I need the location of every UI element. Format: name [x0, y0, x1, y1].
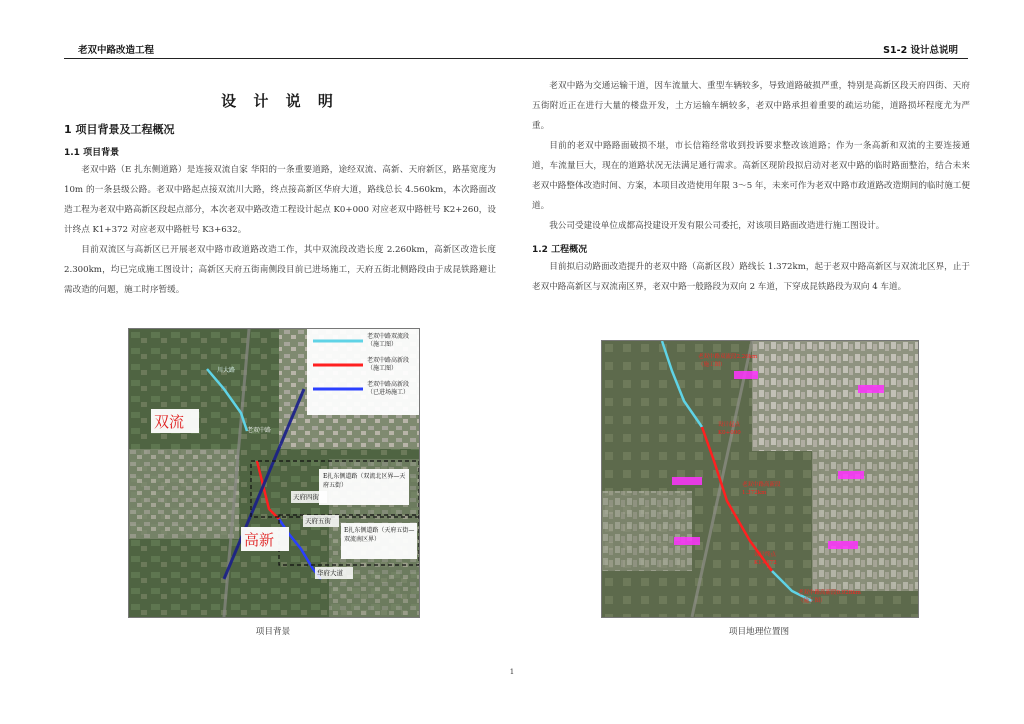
project-background-map — [128, 328, 420, 618]
document-title: 设 计 说 明 — [221, 92, 339, 110]
paragraph: 老双中路为交通运输干道，因车流量大、重型车辆较多，导致道路破损严重，特别是高新区段天府四街、天府五街附近正在进行大量的楼盘开发，土方运输车辆较多，老双中路承担着重要的疏运功能，道路损坏程度尤为严重。 — [532, 81, 970, 131]
map-label-top: 老双中路双流段2.26km（施工图） — [698, 354, 758, 368]
road-label-chuanda: 川大路 — [217, 367, 236, 374]
map-label-bottom: 老双中路高新段0.928km（施工图） — [798, 590, 861, 604]
section-heading-1-2: 1.2 工程概况 — [532, 245, 588, 255]
legend-item-gaoxin: 老双中路高新段（施工图） — [367, 357, 410, 372]
map-label-end: 设计终点 K1+372 — [754, 552, 777, 566]
map-graphic — [602, 341, 918, 617]
road-label-laoshuang: 老双中路 — [247, 427, 272, 434]
district-label-gaoxin: 高新 — [244, 531, 275, 549]
district-label-shuangliu: 双流 — [154, 413, 185, 431]
header-drawing-number: S1-2 设计总说明 — [883, 45, 958, 56]
paragraph: 老双中路（E 扎东侧道路）是连接双流自家 华阳的一条重要道路，途经双流、高新、天府新区，路基宽度为 10m 的一条县级公路。老双中路起点接双流川大路，终点接高新区华府大道，路线总长 4.560km，本次路面改造工程为老双中路高新区段起点部分，本次老双中路改造工程设计起点 K0+000 对应老双中路桩号 K2+260，设计终点 K1+372 对应老双中路桩号 K3+632。 — [64, 165, 496, 235]
legend-item-built: 老双中路高新段（已进场施工） — [367, 381, 410, 396]
road-label-tianfu4: 天府四街 — [293, 493, 319, 501]
location-map — [601, 340, 919, 618]
map-label-mid: 老双中路高新段1.372km — [742, 482, 781, 496]
right-column — [532, 76, 970, 297]
paragraph: 目前双流区与高新区已开展老双中路市政道路改造工作，其中双流段改造长度 2.260km，高新区改造长度 2.300km，均已完成施工图设计；高新区天府五街南侧段目前已进场施工，天府五街北侧路段由于成昆铁路避让需改造的问题，施工时序暂缓。 — [64, 245, 496, 295]
box-label-north: E扎东侧道路（双流北区界—天府五街） — [323, 473, 406, 489]
paragraph: 目前的老双中路路面破损不堪，市长信箱经常收到投诉要求整改该道路；作为一条高新和双流的主要连接通道，车流量巨大，现在的道路状况无法满足通行需求。高新区现阶段拟启动对老双中路的临时路面整治，结合未来老双中路整体改造时间、方案，本项目改造使用年限 3～5 年，未来可作为老双中路市政道路改造期间的临时施工便道。 — [532, 141, 970, 211]
legend-item-shuangliu: 老双中路双流段（施工图） — [367, 333, 410, 348]
header-project-title: 老双中路改造工程 — [78, 45, 155, 56]
page-number: 1 — [509, 668, 515, 676]
section-heading-1-1: 1.1 项目背景 — [64, 148, 120, 158]
paragraph: 目前拟启动路面改造提升的老双中路（高新区段）路线长 1.372km，起于老双中路高新区与双流北区界，止于老双中路高新区与双流南区界，老双中路一般路段为双向 2 车道，下穿成昆铁路段为双向 4 车道。 — [532, 262, 970, 292]
section-heading-1: 1 项目背景及工程概况 — [64, 123, 175, 136]
road-label-tianfu5: 天府五街 — [305, 517, 331, 525]
figure1-caption: 项目背景 — [255, 627, 291, 637]
header-rule — [64, 58, 968, 59]
paragraph: 我公司受建设单位成都高投建设开发有限公司委托，对该项目路面改造进行施工图设计。 — [549, 221, 885, 231]
road-label-huafu: 华府大道 — [317, 569, 343, 577]
left-column — [64, 72, 496, 300]
figure2-caption: 项目地理位置图 — [728, 627, 790, 637]
map-label-start: 设计起点 K0+000 — [718, 422, 741, 436]
box-label-south: E扎东侧道路（天府五街—双流南区界） — [344, 527, 415, 543]
